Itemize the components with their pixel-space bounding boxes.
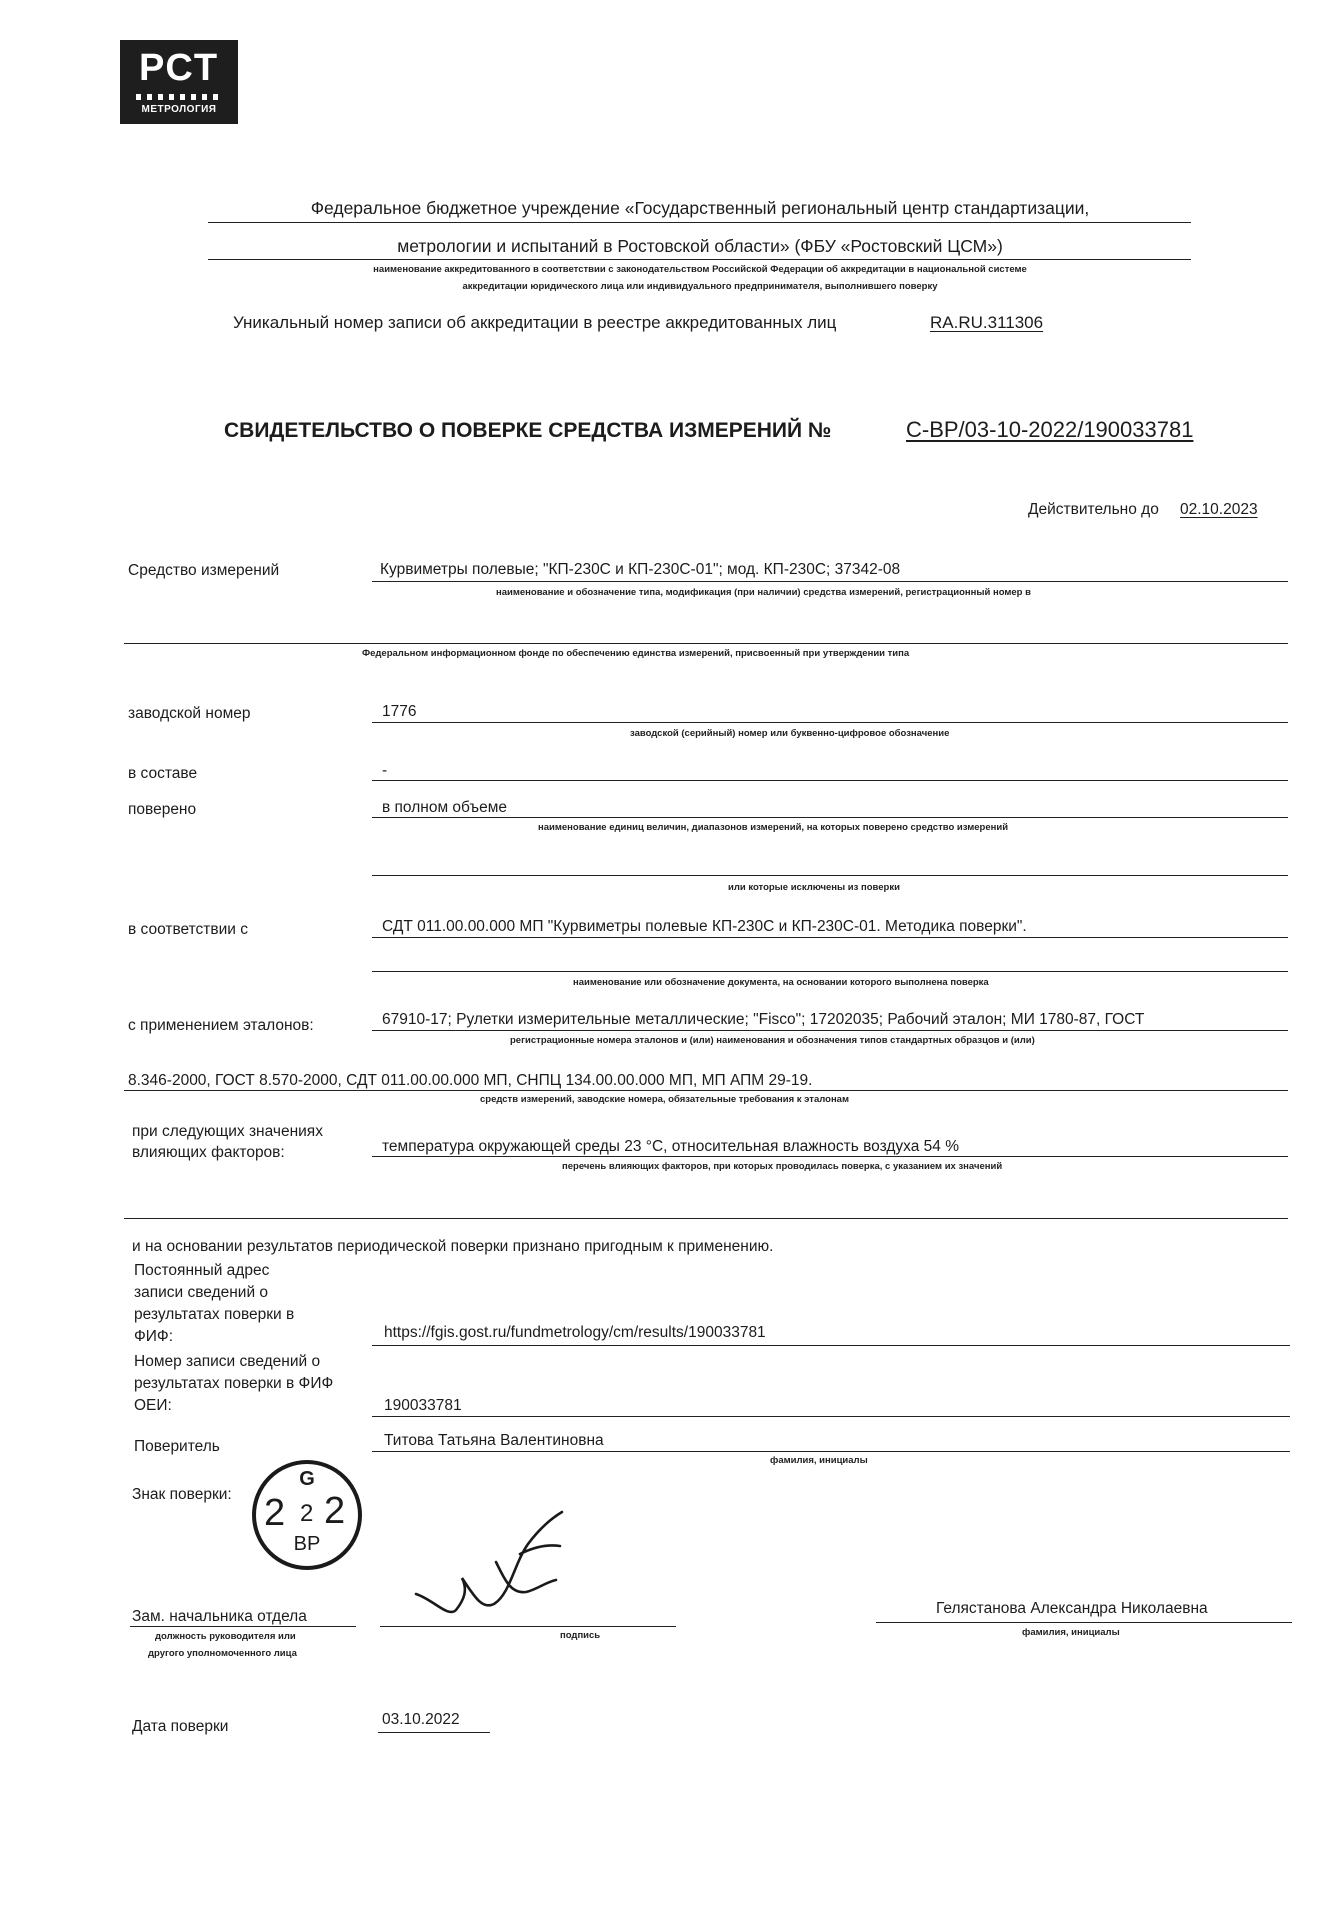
standards-caption-1: регистрационные номера эталонов и (или) наименования и обозначения типов стандартных образцов и (или) — [510, 1035, 1035, 1046]
verified-caption-1: наименование единиц величин, диапазонов измерений, на которых поверено средство измерений — [538, 822, 1009, 833]
verified-caption-2: или которые исключены из поверки — [728, 882, 900, 893]
composition-rule — [372, 780, 1288, 781]
factors-value: температура окружающей среды 23 °С, относительная влажность воздуха 54 % — [382, 1138, 959, 1155]
conclusion-text: и на основании результатов периодической поверки признано пригодным к применению. — [132, 1238, 774, 1255]
valid-label: Действительно до — [1028, 501, 1159, 518]
oei-label-1: Номер записи сведений о — [134, 1353, 321, 1370]
stamp-top: G — [299, 1468, 315, 1490]
verifier-value: Титова Татьяна Валентиновна — [384, 1432, 604, 1449]
verification-stamp — [252, 1460, 362, 1570]
instrument-caption-1: наименование и обозначение типа, модификация (при наличии) средства измерений, регистрационный номер в — [496, 587, 1031, 598]
serial-label: заводской номер — [128, 705, 251, 722]
verification-date-rule — [378, 1732, 490, 1733]
signatory-name: Гелястанова Александра Николаевна — [936, 1600, 1208, 1617]
stamp-bottom: ВР — [293, 1533, 321, 1555]
factors-label-2: влияющих факторов: — [132, 1144, 285, 1161]
factors-rule-2 — [124, 1218, 1288, 1219]
instrument-rule-2 — [124, 643, 1288, 644]
accordance-rule — [372, 937, 1288, 938]
verifier-label: Поверитель — [134, 1438, 220, 1455]
oei-label-2: результатах поверки в ФИФ — [134, 1375, 334, 1392]
verifier-rule — [372, 1451, 1290, 1452]
oei-label-3: ОЕИ: — [134, 1397, 172, 1414]
mark-label: Знак поверки: — [132, 1486, 232, 1503]
signatory-name-caption: фамилия, инициалы — [1022, 1627, 1120, 1638]
signatory-position: Зам. начальника отдела — [132, 1608, 307, 1625]
oei-rule — [372, 1416, 1290, 1417]
verifier-caption: фамилия, инициалы — [770, 1455, 868, 1466]
certificate-title: СВИДЕТЕЛЬСТВО О ПОВЕРКЕ СРЕДСТВА ИЗМЕРЕНИЙ № — [224, 419, 832, 442]
logo-caption: МЕТРОЛОГИЯ — [141, 104, 217, 115]
stamp-right: 2 — [324, 1490, 346, 1532]
logo-bars — [136, 94, 222, 100]
org-line-1-rule — [208, 222, 1191, 223]
position-rule — [130, 1626, 356, 1627]
fif-label-4: ФИФ: — [134, 1328, 174, 1345]
accordance-caption: наименование или обозначение документа, на основании которого выполнена поверка — [573, 977, 989, 988]
standards-rule-2 — [124, 1090, 1288, 1091]
signature-rule — [380, 1626, 676, 1627]
verified-rule-2 — [372, 875, 1288, 876]
signatory-name-rule — [876, 1622, 1292, 1623]
stamp-mid: 2 — [300, 1500, 314, 1527]
fif-label-2: записи сведений о — [134, 1284, 269, 1301]
composition-value: - — [382, 762, 388, 779]
instrument-caption-2: Федеральном информационном фонде по обеспечению единства измерений, присвоенный при утверждении типа — [362, 648, 910, 659]
signature-caption: подпись — [560, 1630, 601, 1641]
verification-date-value: 03.10.2022 — [382, 1711, 460, 1728]
accordance-label: в соответствии с — [128, 921, 249, 938]
verified-label: поверено — [128, 801, 197, 818]
verification-date-label: Дата поверки — [132, 1718, 229, 1735]
fif-rule — [372, 1345, 1290, 1346]
org-caption-2: аккредитации юридического лица или индивидуального предпринимателя, выполнившего поверку — [462, 281, 938, 292]
standards-value-2: 8.346-2000, ГОСТ 8.570-2000, СДТ 011.00.00.000 МП, СНПЦ 134.00.00.000 МП, МП АПМ 29-19. — [128, 1072, 813, 1089]
valid-date: 02.10.2023 — [1180, 501, 1258, 518]
fif-label-1: Постоянный адрес — [134, 1262, 270, 1279]
fif-url[interactable]: https://fgis.gost.ru/fundmetrology/cm/results/190033781 — [384, 1324, 766, 1341]
composition-label: в составе — [128, 765, 198, 782]
org-line-1: Федеральное бюджетное учреждение «Государственный региональный центр стандартизации, — [310, 198, 1090, 218]
org-caption-1: наименование аккредитованного в соответствии с законодательством Российской Федерации об аккредитации в национальной системе — [373, 264, 1027, 275]
certificate-number: С-ВР/03-10-2022/190033781 — [906, 417, 1194, 442]
accreditation-label: Уникальный номер записи об аккредитации в реестре аккредитованных лиц — [233, 313, 837, 332]
handwritten-signature — [400, 1500, 590, 1620]
fif-label-3: результатах поверки в — [134, 1306, 295, 1323]
factors-label-1: при следующих значениях — [132, 1123, 323, 1140]
verified-value: в полном объеме — [382, 799, 507, 816]
verified-rule — [372, 817, 1288, 818]
factors-rule — [372, 1156, 1288, 1157]
org-line-2: метрологии и испытаний в Ростовской области» (ФБУ «Ростовский ЦСМ») — [397, 236, 1003, 256]
standards-value-1: 67910-17; Рулетки измерительные металлические; "Fisco"; 17202035; Рабочий эталон; МИ 1780-87, ГОСТ — [382, 1011, 1145, 1028]
oei-value: 190033781 — [384, 1397, 462, 1414]
instrument-value: Курвиметры полевые; "КП-230С и КП-230С-01"; мод. КП-230С; 37342-08 — [380, 561, 901, 578]
instrument-label: Средство измерений — [128, 562, 280, 579]
serial-value: 1776 — [382, 703, 417, 720]
serial-caption: заводской (серийный) номер или буквенно-цифровое обозначение — [630, 728, 950, 739]
logo-brand: РСТ — [138, 47, 220, 89]
stamp-left: 2 — [264, 1492, 286, 1534]
position-caption-1: должность руководителя или — [155, 1631, 296, 1642]
position-caption-2: другого уполномоченного лица — [148, 1648, 297, 1659]
accordance-rule-2 — [372, 971, 1288, 972]
accreditation-number: RA.RU.311306 — [930, 313, 1044, 332]
standards-label: с применением эталонов: — [128, 1017, 314, 1034]
accordance-value: СДТ 011.00.00.000 МП "Курвиметры полевые КП-230С и КП-230С-01. Методика поверки". — [382, 918, 1027, 935]
standards-caption-2: средств измерений, заводские номера, обязательные требования к эталонам — [480, 1094, 849, 1105]
rst-logo — [120, 40, 238, 124]
serial-rule — [372, 722, 1288, 723]
factors-caption: перечень влияющих факторов, при которых проводилась поверка, с указанием их значений — [562, 1161, 1003, 1172]
org-line-2-rule — [208, 259, 1191, 260]
standards-rule — [372, 1030, 1288, 1031]
instrument-rule — [372, 581, 1288, 582]
